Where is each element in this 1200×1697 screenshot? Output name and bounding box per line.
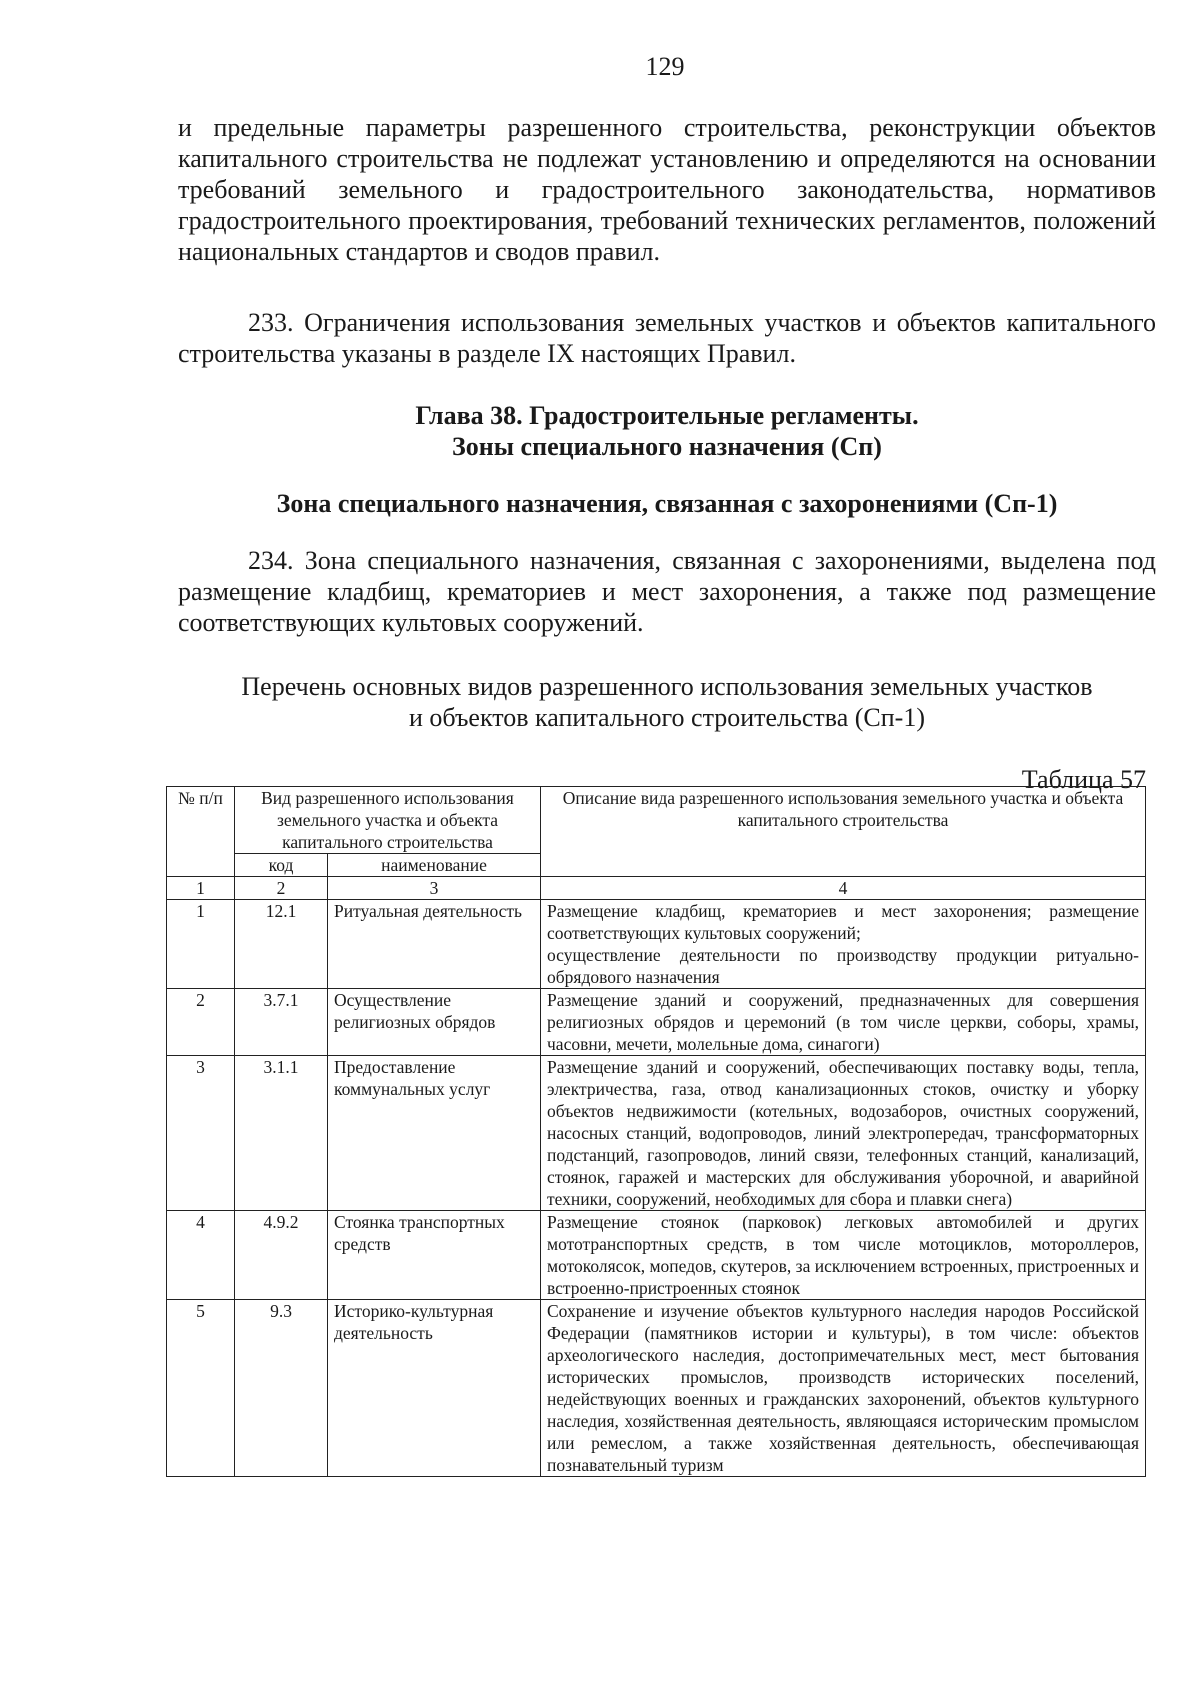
row-number: 2 — [167, 989, 235, 1056]
header-name: наименование — [328, 854, 541, 877]
header-use-type: Вид разрешенного использования земельного участка и объекта капитального строительства — [235, 787, 541, 854]
use-types-table — [166, 786, 1146, 1477]
row-code: 4.9.2 — [235, 1211, 328, 1300]
table-row — [167, 1300, 1146, 1477]
row-code: 3.1.1 — [235, 1056, 328, 1211]
table-row — [167, 1211, 1146, 1300]
header-number: № п/п — [167, 787, 235, 877]
header-description: Описание вида разрешенного использования земельного участка и объекта капитального строительства — [541, 787, 1146, 877]
column-number: 4 — [541, 877, 1146, 900]
table-label: Таблица 57 — [1021, 765, 1146, 794]
row-name: Стоянка транспортных средств — [328, 1211, 541, 1300]
row-name: Предоставление коммунальных услуг — [328, 1056, 541, 1211]
row-name: Осуществление религиозных обрядов — [328, 989, 541, 1056]
table-row — [167, 989, 1146, 1056]
row-number: 4 — [167, 1211, 235, 1300]
row-number: 5 — [167, 1300, 235, 1477]
row-name: Историко-культурная деятельность — [328, 1300, 541, 1477]
row-description: Размещение зданий и сооружений, обеспечивающих поставку воды, тепла, электричества, газа, отвод канализационных стоков, очистку и уборку объектов недвижимости (котельных, водозаборов, очистных сооружений, насосных станций, водопроводов, линий электропередач, трансформаторных подстанций, газопроводов, линий связи, телефонных станций, канализаций, стоянок, гаражей и мастерских для обслуживания уборочной, и аварийной техники, сооружений, необходимых для сбора и плавки снега) — [541, 1056, 1146, 1211]
row-description — [541, 900, 1146, 989]
paragraph-234: 234. Зона специального назначения, связанная с захоронениями, выделена под размещение кладбищ, крематориев и мест захоронения, а также под размещение соответствующих культовых сооружений. — [178, 546, 1156, 637]
row-description: Размещение зданий и сооружений, предназначенных для совершения религиозных обрядов и церемоний (в том числе церкви, соборы, храмы, часовни, мечети, молельные дома, синагоги) — [541, 989, 1146, 1056]
row-code: 12.1 — [235, 900, 328, 989]
column-number-row — [167, 877, 1146, 900]
list-title — [178, 671, 1156, 733]
paragraph-intro: и предельные параметры разрешенного строительства, реконструкции объектов капитального строительства не подлежат установлению и определяются на основании требований земельного и градостроительного законодательства, нормативов градостроительного проектирования, требований технических регламентов, положений национальных стандартов и сводов правил. — [178, 113, 1156, 266]
chapter-heading-line1: Глава 38. Градостроительные регламенты. — [415, 401, 919, 430]
column-number: 3 — [328, 877, 541, 900]
column-number: 2 — [235, 877, 328, 900]
header-code: код — [235, 854, 328, 877]
chapter-heading-line2: Зоны специального назначения (Сп) — [452, 432, 882, 461]
column-number: 1 — [167, 877, 235, 900]
row-name: Ритуальная деятельность — [328, 900, 541, 989]
row-code: 3.7.1 — [235, 989, 328, 1056]
row-description: Сохранение и изучение объектов культурного наследия народов Российской Федерации (памятников истории и культуры), в том числе: объектов археологического наследия, достопримечательных мест, мест бытования исторических промыслов, производств исторических поселений, недействующих военных и гражданских захоронений, объектов культурного наследия, хозяйственная деятельность, являющаяся историческим промыслом или ремеслом, а также хозяйственная деятельность, обеспечивающая познавательный туризм — [541, 1300, 1146, 1477]
chapter-heading — [178, 400, 1156, 462]
table-header — [167, 787, 1146, 877]
row-description: Размещение стоянок (парковок) легковых автомобилей и других мототранспортных средств, в том числе мотоциклов, мотороллеров, мотоколясок, мопедов, скутеров, за исключением встроенных, пристроенных и встроенно-пристроенных стоянок — [541, 1211, 1146, 1300]
row-description-part: осуществление деятельности по производству продукции ритуально-обрядового назначения — [547, 945, 1139, 987]
row-code: 9.3 — [235, 1300, 328, 1477]
table-row — [167, 1056, 1146, 1211]
table-header-row — [167, 787, 1146, 854]
row-description-part: Размещение кладбищ, крематориев и мест захоронения; размещение соответствующих культовых сооружений; — [547, 901, 1139, 943]
page-number: 129 — [645, 52, 685, 81]
row-number: 3 — [167, 1056, 235, 1211]
table-row — [167, 900, 1146, 989]
list-title-line2: и объектов капитального строительства (Сп-1) — [408, 703, 925, 732]
zone-heading: Зона специального назначения, связанная с захоронениями (Сп-1) — [276, 489, 1058, 518]
list-title-line1: Перечень основных видов разрешенного использования земельных участков — [241, 672, 1093, 701]
row-number: 1 — [167, 900, 235, 989]
paragraph-233: 233. Ограничения использования земельных участков и объектов капитального строительства указаны в разделе IX настоящих Правил. — [178, 308, 1156, 368]
